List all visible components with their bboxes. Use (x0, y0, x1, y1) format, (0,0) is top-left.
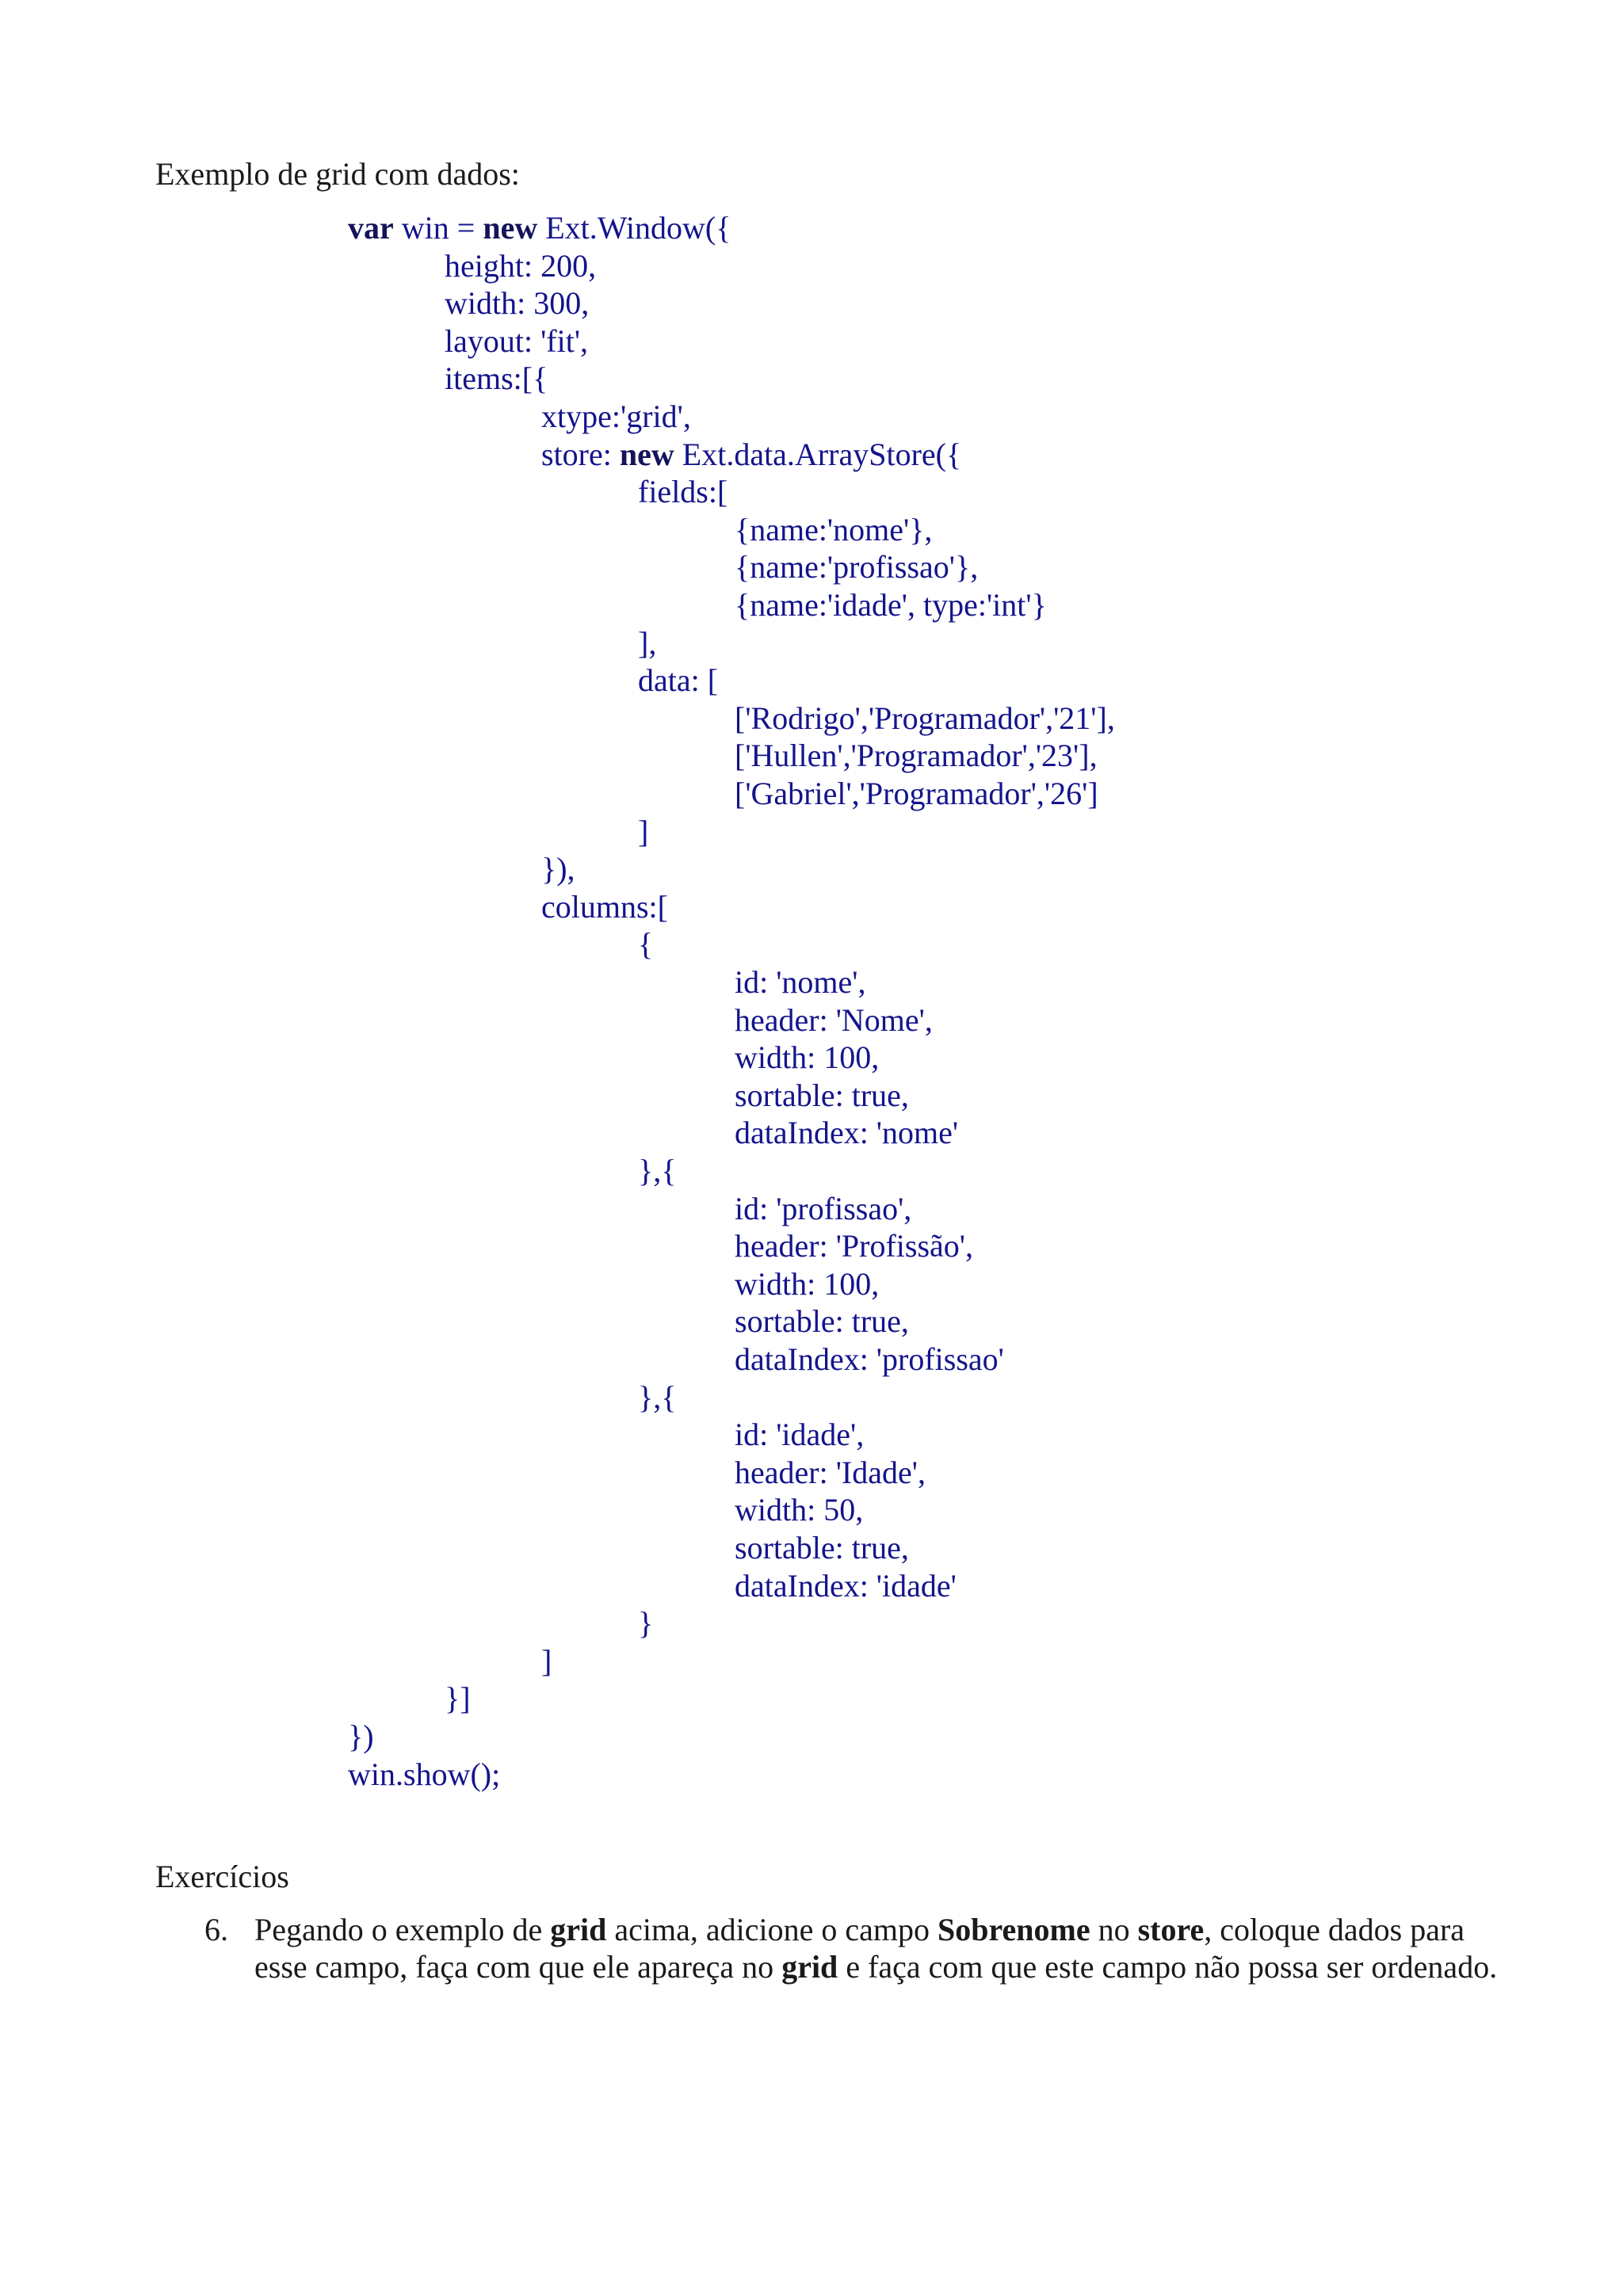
code-line (445, 247, 596, 285)
code-line (541, 888, 668, 926)
code-text: dataIndex: 'idade' (735, 1567, 957, 1604)
code-line (638, 662, 718, 700)
code-text: ['Hullen','Programador','23'], (735, 738, 1098, 774)
code-text: id: 'profissao', (735, 1190, 912, 1226)
code-line (735, 1454, 926, 1492)
code-text: dataIndex: 'nome' (735, 1115, 959, 1151)
code-line (735, 1001, 933, 1039)
code-text: width: 100, (735, 1039, 880, 1076)
code-line (638, 1152, 676, 1190)
code-text: {name:'idade', type:'int'} (735, 587, 1047, 623)
code-text: ], (638, 624, 657, 661)
exercise-text-segment: Pegando o exemplo de (254, 1912, 551, 1947)
code-text: ['Rodrigo','Programador','21'], (735, 700, 1115, 736)
code-keyword: new (619, 436, 674, 472)
exercise-text-segment: no (1090, 1912, 1138, 1947)
code-text: { (638, 926, 654, 963)
code-line (735, 1302, 909, 1341)
code-line (735, 1529, 909, 1567)
code-line (445, 322, 588, 360)
code-text: sortable: true, (735, 1303, 909, 1340)
code-text: win.show(); (348, 1756, 501, 1792)
exercise-bold-term: grid (550, 1912, 607, 1947)
code-line (735, 775, 1098, 813)
code-line (735, 1567, 957, 1605)
code-line (541, 850, 575, 888)
exercises-heading: Exercícios (155, 1859, 289, 1894)
code-line (638, 813, 648, 851)
code-text: {name:'nome'}, (735, 511, 933, 547)
code-line (638, 624, 656, 662)
code-text: layout: 'fit', (445, 322, 589, 359)
code-line (348, 1718, 374, 1756)
code-text: id: 'idade', (735, 1417, 865, 1453)
code-text: },{ (638, 1153, 677, 1188)
code-line (735, 548, 978, 586)
code-line (735, 963, 866, 1001)
code-text: fields:[ (638, 474, 728, 510)
code-text: }] (445, 1680, 471, 1717)
exercise-text-segment: , coloque dados para esse campo, faça com que ele apareça no (254, 1912, 1465, 1985)
code-text: id: 'nome', (735, 964, 866, 1000)
exercise-text-segment: acima, adicione o campo (606, 1912, 938, 1947)
code-text: width: 100, (735, 1265, 880, 1302)
code-text: }), (541, 851, 575, 887)
code-line (735, 1265, 879, 1303)
code-line (348, 209, 731, 247)
code-text: header: 'Idade', (735, 1454, 926, 1490)
code-line (638, 1604, 653, 1642)
code-text: } (638, 1605, 654, 1642)
code-text: store: (541, 436, 620, 472)
code-text: items:[{ (445, 360, 548, 397)
code-text: ['Gabriel','Programador','26'] (735, 776, 1098, 811)
code-text: sortable: true, (735, 1530, 909, 1566)
exercise-number: 6. (204, 1912, 228, 1947)
code-text: width: 50, (735, 1492, 864, 1528)
code-line (735, 1114, 958, 1152)
code-line (541, 436, 961, 474)
code-line (735, 1039, 879, 1077)
code-text: ] (638, 813, 649, 849)
code-line (735, 1227, 973, 1265)
code-line (445, 360, 548, 398)
code-line (735, 1491, 863, 1529)
code-text: win = (393, 210, 483, 246)
code-line (735, 1190, 911, 1228)
code-line (735, 586, 1047, 624)
code-text: xtype:'grid', (541, 399, 691, 434)
intro-heading: Exemplo de grid com dados: (155, 156, 520, 192)
code-text: {name:'profissao'}, (735, 549, 979, 585)
code-text: sortable: true, (735, 1077, 909, 1113)
code-line (638, 473, 727, 511)
code-text: Ext.Window({ (537, 210, 731, 246)
code-line (735, 737, 1098, 775)
code-text: data: [ (638, 662, 719, 699)
code-text: },{ (638, 1379, 677, 1415)
code-line (541, 1642, 552, 1680)
exercise-bold-term: Sobrenome (937, 1912, 1090, 1947)
code-line (735, 1416, 864, 1454)
code-keyword: new (483, 210, 538, 246)
code-text: }) (348, 1718, 374, 1754)
code-line (348, 1756, 500, 1794)
code-line (735, 1077, 909, 1115)
exercise-bold-term: grid (781, 1949, 838, 1985)
code-line (445, 1680, 471, 1718)
code-line (638, 925, 653, 963)
code-line (735, 511, 932, 549)
code-text: header: 'Nome', (735, 1001, 933, 1038)
code-line (735, 700, 1115, 738)
code-line (445, 284, 589, 322)
code-text: height: 200, (445, 247, 597, 284)
code-text: Ext.data.ArrayStore({ (674, 436, 962, 472)
code-text: columns:[ (541, 888, 668, 925)
code-keyword: var (348, 210, 394, 246)
code-text: ] (541, 1642, 552, 1679)
exercise-text-segment: e faça com que este campo não possa ser ordenado. (838, 1949, 1498, 1985)
code-line (541, 398, 691, 436)
code-text: dataIndex: 'profissao' (735, 1341, 1004, 1377)
exercise-bold-term: store (1137, 1912, 1205, 1947)
exercise-text (254, 1911, 1522, 1985)
code-line (735, 1341, 1004, 1379)
code-text: header: 'Profissão', (735, 1228, 973, 1264)
code-line (638, 1379, 676, 1417)
code-text: width: 300, (445, 285, 590, 322)
